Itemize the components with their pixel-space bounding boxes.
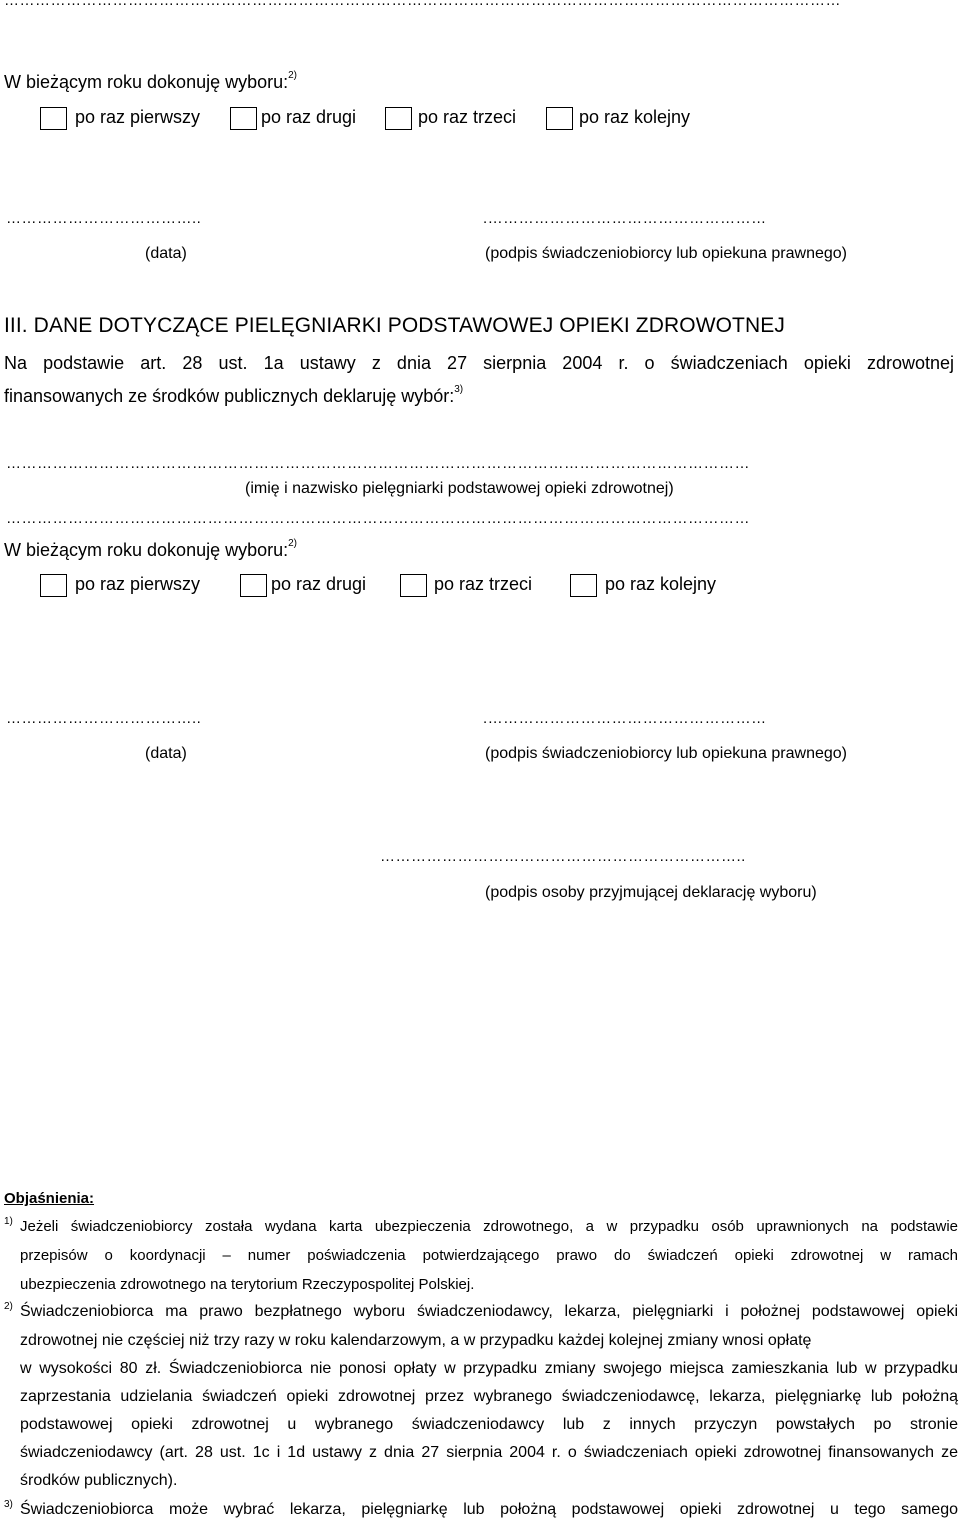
checkbox-third-b[interactable] xyxy=(400,574,427,597)
date-label-b: (data) xyxy=(145,745,187,762)
note-2-line-3: w wysokości 80 zł. Świadczeniobiorca nie ponosi opłaty w przypadku zmiany swojego miejsca zamieszkania lub w przypadku xyxy=(20,1360,958,1377)
notes-title: Objaśnienia: xyxy=(4,1190,95,1207)
nurse-name-dots: ……………………………………………………………………………………………………………………………… xyxy=(6,455,750,472)
date-dots-b: ……………………………….. xyxy=(6,710,202,727)
checkbox-next-b[interactable] xyxy=(570,574,597,597)
choice-label-b-text: W bieżącym roku dokonuję wyboru: xyxy=(4,540,289,560)
intro-sup: 3) xyxy=(454,384,464,395)
note-2-line-4: zaprzestania udzielania świadczeń opieki zdrowotnej przez wybranego świadczeniodawcę, lekarza, pielęgniarkę lub położną xyxy=(20,1388,958,1405)
option-first-a: po raz pierwszy xyxy=(75,107,201,127)
choice-label-b-sup: 2) xyxy=(288,538,298,549)
checkbox-second-a[interactable] xyxy=(230,107,257,130)
note-2-line-1: Świadczeniobiorca ma prawo bezpłatnego wyboru świadczeniodawcy, lekarza, pielęgniarki i położnej podstawowej opieki xyxy=(20,1303,958,1320)
intro-line-2-text: finansowanych ze środków publicznych deklaruję wybór: xyxy=(4,386,455,406)
note-1-line-3: ubezpieczenia zdrowotnego na terytorium Rzeczypospolitej Polskiej. xyxy=(20,1276,475,1293)
option-second-a: po raz drugi xyxy=(261,107,357,127)
note-3-line-1: Świadczeniobiorca może wybrać lekarza, pielęgniarkę lub położną podstawowej opieki zdrowotnej u tego samego xyxy=(20,1501,958,1518)
date-label-a: (data) xyxy=(145,245,187,262)
choice-label-a xyxy=(4,72,297,93)
note-2-line-6: świadczeniodawcy (art. 28 ust. 1c i 1d ustawy z dnia 27 sierpnia 2004 r. o świadczeniach opieki zdrowotnej finansowanych ze xyxy=(20,1444,958,1461)
note-2-line-2: zdrowotnej nie częściej niż trzy razy w roku kalendarzowym, a w przypadku każdej kolejnej zmiany wnosi opłatę xyxy=(20,1332,812,1349)
section-heading: III. DANE DOTYCZĄCE PIELĘGNIARKI PODSTAWOWEJ OPIEKI ZDROWOTNEJ xyxy=(4,314,785,337)
checkbox-next-a[interactable] xyxy=(546,107,573,130)
nurse-name-dots-2: ……………………………………………………………………………………………………………………………… xyxy=(6,510,750,527)
choice-label-b xyxy=(4,540,297,561)
note-3-mark: 3) xyxy=(4,1499,13,1510)
choice-label-a-sup: 2) xyxy=(288,70,298,81)
option-second-b: po raz drugi xyxy=(271,574,367,594)
sign-label-a: (podpis świadczeniobiorcy lub opiekuna prawnego) xyxy=(485,245,847,262)
sign-dots-b: .……………………………………………… xyxy=(483,710,767,727)
sign-label-b: (podpis świadczeniobiorcy lub opiekuna prawnego) xyxy=(485,745,847,762)
date-dots-a: ……………………………….. xyxy=(6,210,202,227)
receiver-label: (podpis osoby przyjmującej deklarację wyboru) xyxy=(485,884,817,901)
top-dotted-line: ……………………………………………………………………………………………………………………………………………… xyxy=(4,0,841,9)
note-1-mark: 1) xyxy=(4,1216,13,1227)
intro-line-1: Na podstawie art. 28 ust. 1a ustawy z dnia 27 sierpnia 2004 r. o świadczeniach opieki zdrowotnej xyxy=(4,353,954,373)
option-next-b: po raz kolejny xyxy=(605,574,717,594)
receiver-dots: …………………………………………………………….. xyxy=(380,848,746,865)
checkbox-first-b[interactable] xyxy=(40,574,67,597)
option-first-b: po raz pierwszy xyxy=(75,574,201,594)
nurse-name-label: (imię i nazwisko pielęgniarki podstawowej opieki zdrowotnej) xyxy=(245,480,674,497)
option-next-a: po raz kolejny xyxy=(579,107,691,127)
note-1-line-2: przepisów o koordynacji – numer poświadczenia potwierdzającego prawo do świadczeń opieki zdrowotnej w ramach xyxy=(20,1247,958,1264)
checkbox-second-b[interactable] xyxy=(240,574,267,597)
checkbox-first-a[interactable] xyxy=(40,107,67,130)
checkbox-third-a[interactable] xyxy=(385,107,412,130)
note-2-mark: 2) xyxy=(4,1301,13,1312)
sign-dots-a: .……………………………………………… xyxy=(483,210,767,227)
note-1-line-1: Jeżeli świadczeniobiorcy została wydana karta ubezpieczenia zdrowotnego, a w przypadku osób uprawnionych na podstawie xyxy=(20,1218,958,1235)
option-third-b: po raz trzeci xyxy=(434,574,533,594)
note-2-line-5: podstawowej opieki zdrowotnej u wybranego świadczeniodawcy lub z innych przyczyn powstałych po stronie xyxy=(20,1416,958,1433)
choice-label-a-text: W bieżącym roku dokonuję wyboru: xyxy=(4,72,289,92)
option-third-a: po raz trzeci xyxy=(418,107,517,127)
note-2-line-7: środków publicznych). xyxy=(20,1472,178,1489)
intro-line-2 xyxy=(4,386,463,407)
